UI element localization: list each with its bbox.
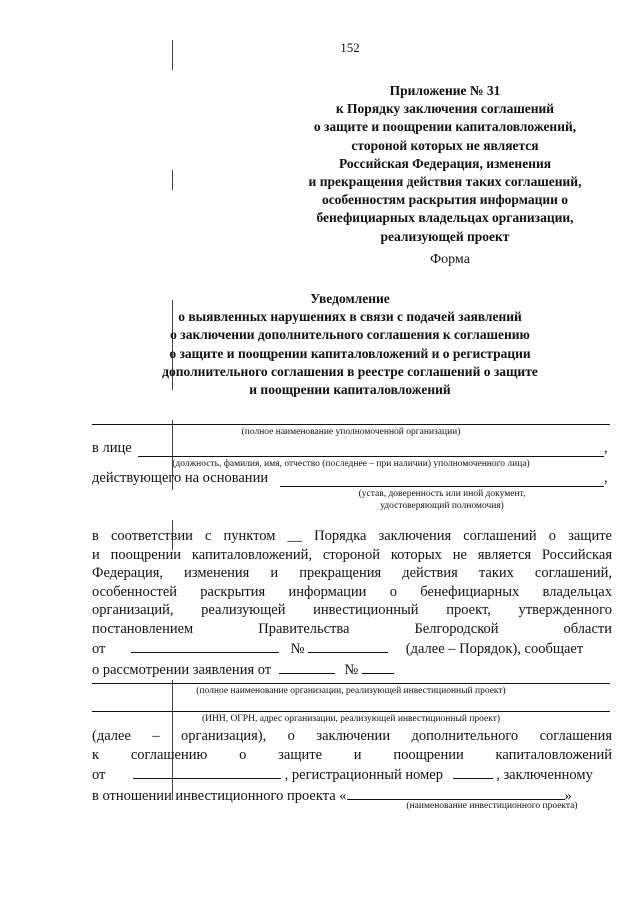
appendix-line: и прекращения действия таких соглашений, (308, 174, 582, 190)
date-blank[interactable] (133, 764, 281, 779)
org-name-line[interactable] (92, 424, 610, 425)
appendix-line: Приложение № 31 (389, 83, 501, 98)
page-number: 152 (340, 40, 360, 55)
registration-number-blank[interactable] (453, 764, 493, 779)
text-line: и поощрении капиталовложений, стороной которых не является Российская (92, 546, 612, 563)
text-line: Федерация, изменения и прекращения действия таких соглашений, (92, 565, 612, 581)
text-line: в соответствии с пунктом __ Порядка заключения соглашений о защите (92, 528, 612, 544)
text-line (92, 659, 612, 680)
project-org-details-line[interactable] (92, 711, 610, 712)
title-line: о защите и поощрении капиталовложений и о регистрации (169, 345, 531, 361)
appendix-header (270, 82, 620, 246)
title-line: о выявленных нарушениях в связи с подачей заявлений (178, 309, 522, 325)
comma: , (604, 440, 608, 456)
text-line (92, 764, 612, 785)
in-person-caption: (должность, фамилия, имя, отчество (последнее – при наличии) уполномоченного лица) (172, 459, 530, 469)
scan-margin-line (172, 170, 173, 190)
date-blank[interactable] (131, 638, 279, 653)
project-org-caption: (полное наименование организации, реализующей инвестиционный проект) (196, 686, 506, 696)
project-name-caption: (наименование инвестиционного проекта) (406, 801, 578, 811)
text-line (92, 638, 612, 659)
org-name-caption: (полное наименование уполномоченной организации) (241, 427, 461, 437)
title-line: и поощрении капиталовложений (249, 382, 451, 398)
acting-basis-caption: удостоверяющий полномочия) (380, 501, 504, 511)
appendix-line: особенностям раскрытия информации о (321, 192, 569, 208)
text-fragment: , заключенному (496, 767, 593, 783)
number-sign: № (290, 641, 305, 657)
text-fragment: , регистрационный номер (284, 767, 443, 783)
appendix-line: реализующей проект (380, 228, 510, 244)
appendix-line: стороной которых не является (351, 137, 539, 153)
project-org-details-caption: (ИНН, ОГРН, адрес организации, реализующей инвестиционный проект) (201, 714, 501, 724)
project-name-blank[interactable] (347, 785, 565, 800)
title-line: Уведомление (310, 291, 390, 306)
from-label: от (92, 641, 106, 657)
text-line: (далее – организация), о заключении дополнительного соглашения (92, 728, 612, 744)
notice-paragraph (92, 527, 612, 679)
text-line: организаций, реализующей инвестиционный проект, утвержденного (92, 602, 612, 618)
title-line: о заключении дополнительного соглашения к соглашению (170, 327, 530, 343)
number-blank[interactable] (362, 659, 394, 674)
title-line: дополнительного соглашения в реестре соглашений о защите (162, 363, 538, 379)
appendix-line: о защите и поощрении капиталовложений, (313, 119, 577, 135)
text-fragment: в отношении инвестиционного проекта « (92, 787, 347, 804)
text-fragment: » (564, 787, 572, 804)
from-label: от (92, 767, 106, 783)
text-line: к соглашению о защите и поощрении капиталовложений (92, 746, 612, 763)
appendix-line: Российская Федерация, изменения (338, 155, 552, 171)
document-title (130, 290, 570, 399)
date-blank[interactable] (279, 659, 335, 674)
project-org-line[interactable] (92, 683, 610, 684)
acting-basis-caption: (устав, доверенность или иной документ, (358, 489, 526, 499)
in-person-label: в лице (92, 440, 132, 456)
text-line: постановлением Правительства Белгородской области (92, 620, 612, 637)
number-blank[interactable] (308, 638, 388, 653)
acting-basis-line[interactable] (280, 486, 604, 487)
agreement-paragraph (92, 727, 612, 805)
text-fragment: (далее – Порядок), сообщает (405, 641, 584, 657)
text-fragment: о рассмотрении заявления от (92, 661, 272, 678)
text-line: особенностей раскрытия информации о бенефициарных владельцах (92, 583, 612, 600)
in-person-line[interactable] (138, 456, 604, 457)
comma: , (604, 470, 608, 486)
form-label: Форма (430, 252, 470, 267)
acting-basis-label: действующего на основании (92, 470, 269, 486)
number-sign: № (344, 661, 359, 678)
appendix-line: бенефициарных владельцах организации, (316, 210, 574, 226)
appendix-line: к Порядку заключения соглашений (335, 101, 555, 117)
